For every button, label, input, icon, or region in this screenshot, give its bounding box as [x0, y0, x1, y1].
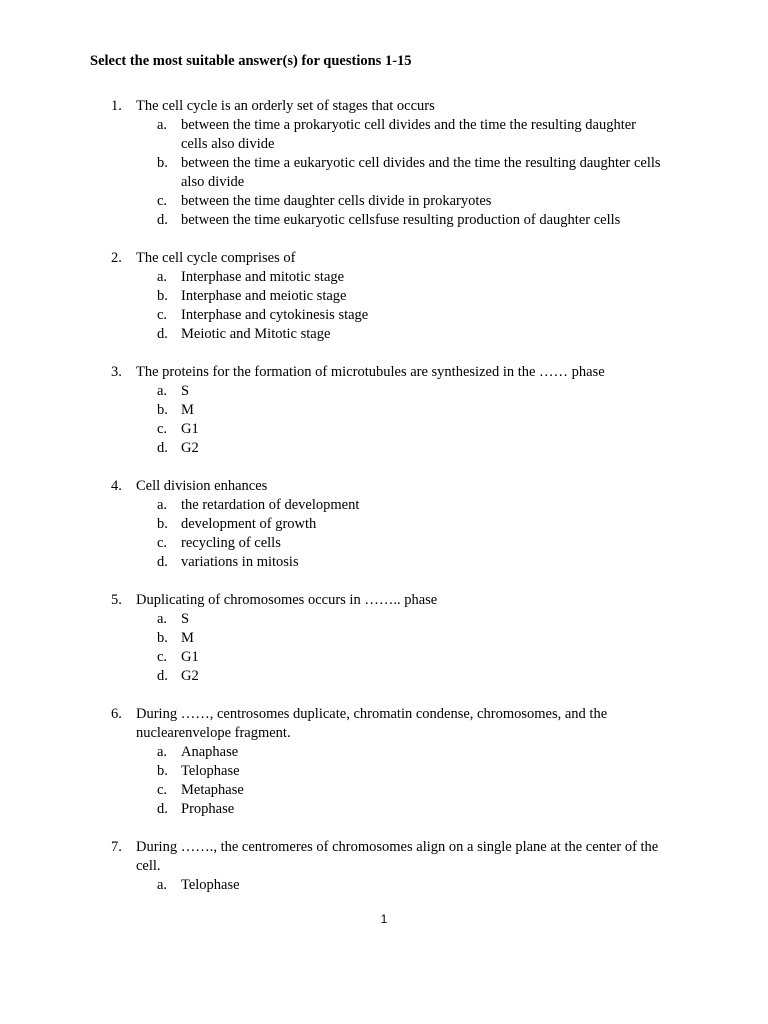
option-letter: c.	[157, 307, 168, 323]
option-text: M	[181, 630, 194, 646]
option-letter: b.	[157, 288, 168, 304]
option-text: G1	[181, 649, 199, 665]
answer-option	[0, 211, 768, 230]
option-letter: d.	[157, 212, 168, 228]
question-text: The cell cycle is an orderly set of stages that occurs	[136, 98, 435, 114]
question-number: 2.	[111, 250, 122, 266]
question-text: The proteins for the formation of microtubules are synthesized in the …… phase	[136, 364, 605, 380]
option-letter: a.	[157, 877, 168, 893]
answer-option	[0, 306, 768, 325]
question-text: The cell cycle comprises of	[136, 250, 296, 266]
option-text: the retardation of development	[181, 497, 360, 513]
answer-option	[0, 515, 768, 534]
answer-option	[0, 439, 768, 458]
question-item	[0, 97, 768, 230]
option-letter: a.	[157, 117, 168, 133]
question-number: 3.	[111, 364, 122, 380]
option-letter: b.	[157, 630, 168, 646]
option-letter: a.	[157, 497, 168, 513]
answer-option	[0, 800, 768, 819]
option-letter: c.	[157, 782, 168, 798]
option-letter: d.	[157, 326, 168, 342]
answer-options	[0, 496, 768, 572]
option-letter: d.	[157, 668, 168, 684]
answer-option	[0, 610, 768, 629]
option-letter: c.	[157, 535, 168, 551]
option-letter: a.	[157, 383, 168, 399]
option-text: Telophase	[181, 877, 240, 893]
answer-option	[0, 287, 768, 306]
question-number: 6.	[111, 706, 122, 722]
answer-option	[0, 876, 768, 895]
answer-options	[0, 876, 768, 895]
option-text: M	[181, 402, 194, 418]
question-text: During ……, centrosomes duplicate, chromatin condense, chromosomes, and the nuclearenvelope fragment.	[136, 706, 608, 741]
question-number: 1.	[111, 98, 122, 114]
answer-option	[0, 667, 768, 686]
instructions-heading: Select the most suitable answer(s) for questions 1-15	[90, 53, 412, 69]
option-text: Prophase	[181, 801, 235, 817]
option-text: Metaphase	[181, 782, 244, 798]
answer-option	[0, 192, 768, 211]
answer-options	[0, 116, 768, 230]
answer-option	[0, 268, 768, 287]
option-text: Telophase	[181, 763, 240, 779]
option-letter: d.	[157, 440, 168, 456]
question-number: 5.	[111, 592, 122, 608]
option-text: Interphase and meiotic stage	[181, 288, 347, 304]
option-text: between the time a prokaryotic cell divides and the time the resulting daughter cells also divide	[181, 117, 636, 152]
option-text: between the time daughter cells divide in prokaryotes	[181, 193, 492, 209]
question-text: During ……., the centromeres of chromosomes align on a single plane at the center of the cell.	[136, 839, 659, 874]
answer-option	[0, 116, 768, 154]
option-letter: b.	[157, 763, 168, 779]
option-text: S	[181, 383, 190, 399]
option-letter: a.	[157, 269, 168, 285]
option-letter: b.	[157, 516, 168, 532]
question-item	[0, 705, 768, 819]
question-item	[0, 591, 768, 686]
option-text: development of growth	[181, 516, 317, 532]
option-text: G2	[181, 668, 199, 684]
option-letter: d.	[157, 801, 168, 817]
question-item	[0, 249, 768, 344]
option-text: between the time a eukaryotic cell divides and the time the resulting daughter cells also divide	[181, 155, 661, 190]
question-item	[0, 363, 768, 458]
answer-option	[0, 648, 768, 667]
answer-option	[0, 553, 768, 572]
option-letter: c.	[157, 193, 168, 209]
question-list	[0, 97, 768, 914]
question-text: Cell division enhances	[136, 478, 268, 494]
option-text: Meiotic and Mitotic stage	[181, 326, 331, 342]
page-number: 1	[380, 912, 388, 926]
answer-option	[0, 154, 768, 192]
answer-option	[0, 781, 768, 800]
option-text: S	[181, 611, 190, 627]
option-letter: c.	[157, 421, 168, 437]
answer-options	[0, 610, 768, 686]
answer-option	[0, 762, 768, 781]
option-letter: b.	[157, 402, 168, 418]
answer-option	[0, 420, 768, 439]
option-text: G2	[181, 440, 199, 456]
option-letter: c.	[157, 649, 168, 665]
answer-option	[0, 382, 768, 401]
option-text: Interphase and cytokinesis stage	[181, 307, 369, 323]
question-number: 4.	[111, 478, 122, 494]
option-letter: a.	[157, 611, 168, 627]
question-item	[0, 838, 768, 895]
question-item	[0, 477, 768, 572]
answer-option	[0, 496, 768, 515]
answer-option	[0, 325, 768, 344]
question-number: 7.	[111, 839, 122, 855]
answer-options	[0, 268, 768, 344]
option-letter: a.	[157, 744, 168, 760]
option-text: Anaphase	[181, 744, 239, 760]
option-text: recycling of cells	[181, 535, 281, 551]
answer-option	[0, 534, 768, 553]
option-text: variations in mitosis	[181, 554, 299, 570]
option-text: Interphase and mitotic stage	[181, 269, 345, 285]
answer-option	[0, 401, 768, 420]
answer-option	[0, 743, 768, 762]
option-letter: b.	[157, 155, 168, 171]
answer-options	[0, 743, 768, 819]
option-letter: d.	[157, 554, 168, 570]
answer-option	[0, 629, 768, 648]
option-text: G1	[181, 421, 199, 437]
answer-options	[0, 382, 768, 458]
option-text: between the time eukaryotic cellsfuse resulting production of daughter cells	[181, 212, 621, 228]
question-text: Duplicating of chromosomes occurs in …….. phase	[136, 592, 438, 608]
